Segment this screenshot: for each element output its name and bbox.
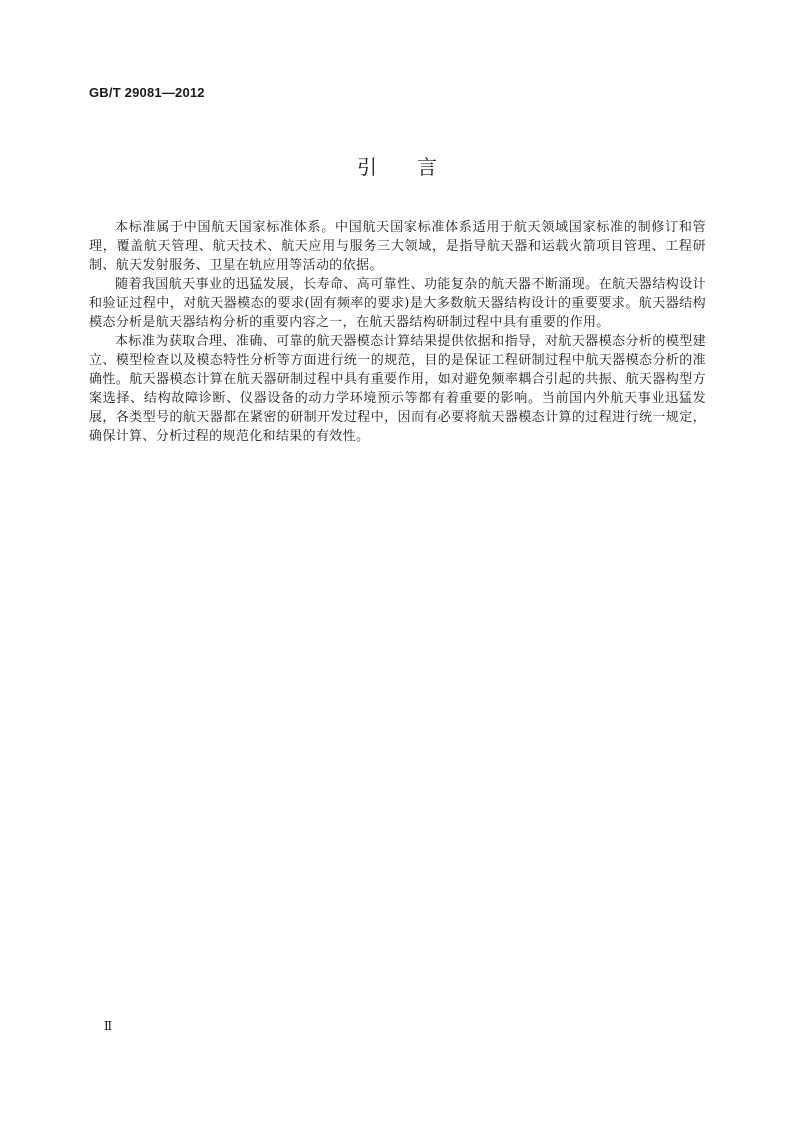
page-title: 引言: [357, 155, 477, 179]
paragraph: 本标准为获取合理、准确、可靠的航天器模态计算结果提供依据和指导，对航天器模态分析的模型建立、模型检查以及模态特性分析等方面进行统一的规范，目的是保证工程研制过程中航天器模态分析的准确性。航天器模态计算在航天器研制过程中具有重要作用，如对避免频率耦合引起的共振、航天器构型方案选择、结构故障诊断、仪器设备的动力学环境预示等都有着重要的影响。当前国内外航天事业迅猛发展，各类型号的航天器都在紧密的研制开发过程中，因而有必要将航天器模态计算的过程进行统一规定，确保计算、分析过程的规范化和结果的有效性。: [89, 334, 706, 444]
paragraph: 本标准属于中国航天国家标准体系。中国航天国家标准体系适用于航天领域国家标准的制修订和管理，覆盖航天管理、航天技术、航天应用与服务三大领域，是指导航天器和运载火箭项目管理、工程研制、航天发射服务、卫星在轨应用等活动的依据。: [89, 220, 706, 273]
page-number: Ⅱ: [104, 1019, 113, 1033]
standard-code: GB/T 29081—2012: [89, 85, 205, 100]
paragraph: 随着我国航天事业的迅猛发展，长寿命、高可靠性、功能复杂的航天器不断涌现。在航天器结构设计和验证过程中，对航天器模态的要求(固有频率的要求)是大多数航天器结构设计的重要要求。航天器结构模态分析是航天器结构分析的重要内容之一，在航天器结构研制过程中具有重要的作用。: [89, 277, 706, 330]
body-text: [89, 218, 706, 446]
